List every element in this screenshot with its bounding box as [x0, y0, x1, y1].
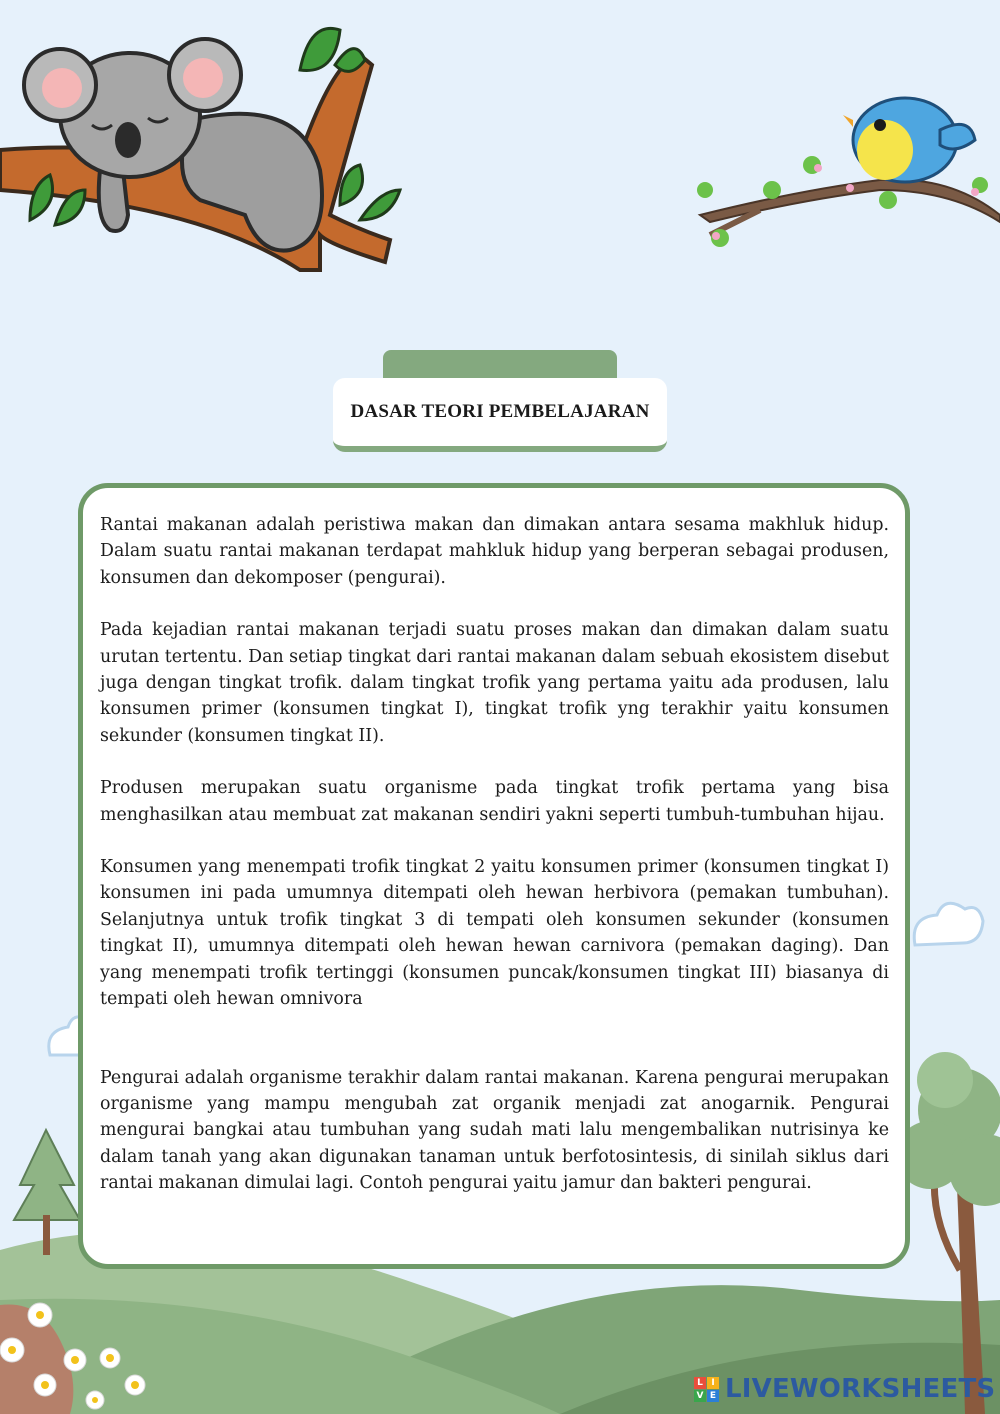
logo-letter-v: V [694, 1390, 706, 1402]
bird-illustration [697, 98, 1000, 247]
paragraph-producers: Produsen merupakan suatu organisme pada tingkat trofik pertama yang bisa menghasilkan atau membuat zat makanan sendiri yakni seperti tumbuh-tumbuhan hijau. [100, 778, 889, 825]
paragraph-decomposers: Pengurai adalah organisme terakhir dalam rantai makanan. Karena pengurai merupakan organisme yang mampu mengubah zat organik menjadi zat anogarnik. Pengurai mengurai bangkai atau tumbuhan yang sudah mati lalu mengembalikan nutrisinya ke dalam tanah yang akan digunakan tanaman untuk berfotosintesis, di sinilah siklus dari rantai makanan dimulai lagi. Contoh pengurai yaitu jamur dan bakteri pengurai. [100, 1067, 889, 1194]
brand-name: LIVEWORKSHEETS [725, 1374, 996, 1404]
liveworksheets-logo-icon [694, 1377, 719, 1402]
title-banner [333, 350, 667, 456]
logo-letter-i: I [707, 1377, 719, 1389]
logo-letter-l: L [694, 1377, 706, 1389]
logo-letter-e: E [707, 1390, 719, 1402]
paragraph-trophic-levels: Pada kejadian rantai makanan terjadi suatu proses makan dan dimakan dalam suatu urutan tertentu. Dan setiap tingkat dari rantai makanan dalam sebuah ekosistem disebut juga dengan tingkat trofik. dalam tingkat trofik yang pertama yaitu ada produsen, lalu konsumen primer (konsumen tingkat I), tingkat trofik yng terakhir yaitu konsumen sekunder (konsumen tingkat II). [100, 620, 889, 746]
paragraph-definition: Rantai makanan adalah peristiwa makan dan dimakan antara sesama makhluk hidup. Dalam suatu rantai makanan terdapat mahkluk hidup yang berperan sebagai produsen, konsumen dan dekomposer (pengurai). [100, 515, 889, 588]
koala-illustration [0, 28, 400, 270]
paragraph-consumers: Konsumen yang menempati trofik tingkat 2 yaitu konsumen primer (konsumen tingkat I) konsumen ini pada umumnya ditempati oleh hewan herbivora (pemakan tumbuhan). Selanjutnya untuk trofik tingkat 3 di tempati oleh konsumen sekunder (konsumen tingkat II), umumnya ditempati oleh hewan hewan carnivora (pemakan daging). Dan yang menempati trofik tertinggi (konsumen puncak/konsumen tingkat III) biasanya di tempati oleh hewan omnivora [100, 857, 889, 1010]
content-card [78, 483, 910, 1269]
title-card [333, 378, 667, 452]
liveworksheets-brand [694, 1372, 995, 1406]
page-title: DASAR TEORI PEMBELAJARAN [350, 401, 650, 422]
